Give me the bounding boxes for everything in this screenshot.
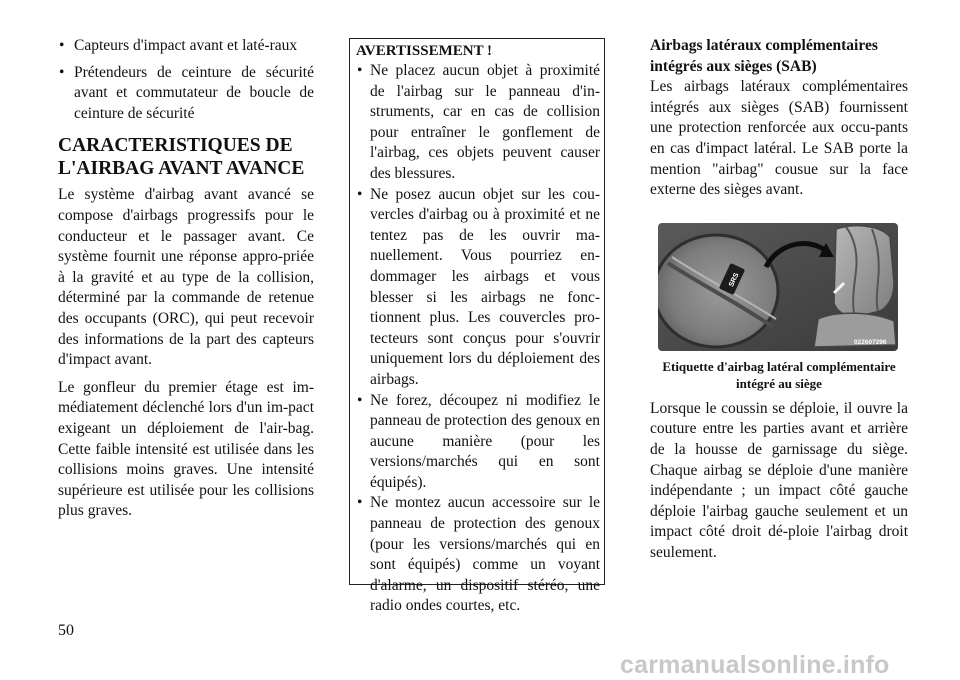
warning-item: • Ne placez aucun objet à proximité de l'airbag sur le panneau d'in-struments, car en cas de collision pour entraîner le gonflement de l'airbag, ces objets peuvent causer des blessures. [356, 61, 600, 185]
paragraph: Lorsque le coussin se déploie, il ouvre la couture entre les parties avant et arrière de la housse de garnissage du siège. Chaque airbag se déploie d'une manière indépendante ; un impact côté gauche déploie l'airbag gauche seulement et un impact côté droit dé-ploie l'airbag droit seulement. [650, 399, 908, 561]
right-column [650, 36, 908, 564]
section-heading: Airbags latéraux complémentaires intégrés aux sièges (SAB) [650, 37, 878, 75]
feature-list [58, 36, 314, 124]
list-item: • Prétendeurs de ceinture de sécurité avant et commutateur de boucle de ceinture de sécurité [58, 63, 314, 125]
svg-text:SRS: SRS [728, 271, 741, 288]
seat-illustration [658, 223, 898, 351]
figure-caption: Etiquette d'airbag latéral complémentaire intégré au siège [662, 358, 896, 391]
seat-airbag-figure [658, 223, 898, 351]
section-heading: CARACTERISTIQUES DE L'AIRBAG AVANT AVANCE [58, 135, 305, 180]
paragraph: Les airbags latéraux complémentaires intégrés aux sièges (SAB) fournissent une protection renforcée aux occu-pants en cas d'impact latéral. Le SAB porte la mention "airbag" cousue sur la face externe des sièges avant. [650, 78, 908, 199]
list-item: • Capteurs d'impact avant et laté-raux [58, 36, 314, 57]
page-number: 50 [58, 622, 74, 639]
left-column [58, 36, 314, 522]
paragraph: Le système d'airbag avant avancé se compose d'airbags progressifs pour le conducteur et le passager avant. Ce système fournit une réponse appro-priée à la gravité et au type de la collision, déterminé par la commande de retenue des occupants (ORC), qui peut recevoir des informations de la part des capteurs d'impact avant. [58, 186, 314, 369]
warning-title: AVERTISSEMENT ! [356, 43, 493, 59]
figure-code: 022607296 [854, 338, 887, 346]
warning-item: • Ne posez aucun objet sur les cou-vercles d'airbag ou à proximité et ne tentez pas de les ouvrir ma-nuellement. Vous pourriez en-dommager les airbags et vous blesser si les airbags ne fonc-tionnent plus. Les couvercles pro-tecteurs sont conçus pour s'ouvrir uniquement lors du déploiement des airbags. [356, 185, 600, 391]
watermark: carmanualsonline.info [620, 651, 890, 679]
warning-item: • Ne forez, découpez ni modifiez le panneau de protection des genoux en aucune manière (pour les versions/marchés qui en sont équipés). [356, 391, 600, 494]
warning-box [349, 38, 605, 615]
paragraph: Le gonfleur du premier étage est im-médiatement déclenché lors d'un im-pact exigeant un déploiement de l'air-bag. Cette faible intensité est utilisée dans les collisions moins graves. Une intensité supérieure est utilisée pour les collisions plus graves. [58, 378, 314, 520]
warning-item: • Ne montez aucun accessoire sur le panneau de protection des genoux (pour les versions/marchés qui en sont équipés) comme un voyant d'alarme, un dispositif stéréo, une radio ondes courtes, etc. [356, 493, 600, 617]
warning-list [356, 61, 600, 617]
